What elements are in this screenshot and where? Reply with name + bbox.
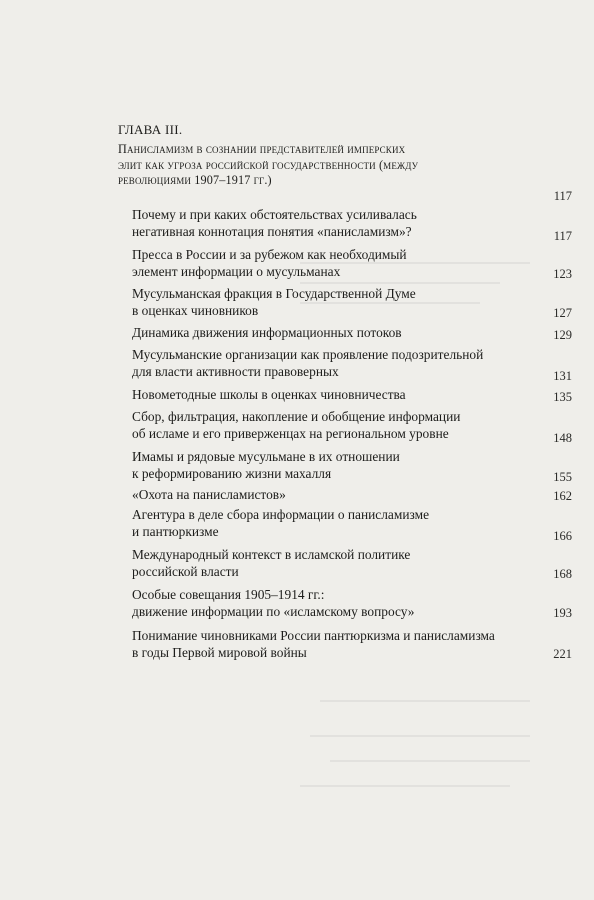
entry-line: Пресса в России и за рубежом как необходимый — [132, 247, 407, 262]
chapter-title-line: элит как угроза российской государственности (между — [118, 157, 419, 172]
entry-line: Сбор, фильтрация, накопление и обобщение информации — [132, 409, 461, 424]
entry-page-number: 162 — [553, 489, 572, 503]
entry-page-number: 155 — [553, 470, 572, 484]
entry-line: Почему и при каких обстоятельствах усиливалась — [132, 207, 417, 222]
toc-entry — [132, 506, 532, 540]
entry-line: об исламе и его приверженцах на региональном уровне — [132, 426, 449, 441]
chapter-label: ГЛАВА III. — [118, 122, 183, 137]
entry-line: российской власти — [132, 564, 239, 579]
toc-entry — [132, 486, 532, 503]
entry-page-number: 123 — [553, 267, 572, 281]
entry-page-number: 131 — [553, 369, 572, 383]
entry-page-number: 135 — [553, 390, 572, 404]
chapter-title-line: Панисламизм в сознании представителей имперских — [118, 142, 406, 156]
toc-entry — [132, 546, 532, 580]
chapter-title — [118, 142, 518, 189]
entry-line: Мусульманские организации как проявление подозрительной — [132, 347, 484, 362]
entry-page-number: 127 — [553, 306, 572, 320]
toc-entry — [132, 448, 532, 482]
toc-entry — [132, 346, 532, 380]
entry-line: «Охота на панисламистов» — [132, 487, 286, 502]
entry-line: в годы Первой мировой войны — [132, 645, 307, 660]
entry-page-number: 117 — [553, 229, 572, 243]
entry-page-number: 221 — [553, 647, 572, 661]
chapter-page-number: 117 — [553, 189, 572, 203]
toc-entry — [132, 285, 532, 319]
entry-line: к реформированию жизни махалля — [132, 466, 332, 481]
entry-line: Понимание чиновниками России пантюркизма и панисламизма — [132, 628, 495, 643]
entry-line: движение информации по «исламскому вопросу» — [132, 604, 415, 619]
toc-entry — [132, 408, 532, 442]
toc-entry — [132, 586, 532, 620]
entry-page-number: 168 — [553, 567, 572, 581]
entry-line: Динамика движения информационных потоков — [132, 325, 402, 340]
entry-line: Международный контекст в исламской политике — [132, 547, 411, 562]
entry-line: Особые совещания 1905–1914 гг.: — [132, 587, 325, 602]
toc-entry — [132, 386, 532, 403]
entry-line: Мусульманская фракция в Государственной Думе — [132, 286, 416, 301]
toc-entry — [132, 324, 532, 341]
entry-page-number: 166 — [553, 529, 572, 543]
entry-line: негативная коннотация понятия «панисламизм»? — [132, 224, 412, 239]
entry-line: в оценках чиновников — [132, 303, 259, 318]
toc-entry — [132, 206, 532, 240]
entry-line: элемент информации о мусульманах — [132, 264, 341, 279]
toc-entry — [132, 627, 532, 661]
entry-line: для власти активности правоверных — [132, 364, 339, 379]
entry-line: и пантюркизме — [132, 524, 219, 539]
chapter-title-line: революциями 1907–1917 гг.) — [118, 173, 272, 187]
entry-line: Имамы и рядовые мусульмане в их отношении — [132, 449, 400, 464]
entry-page-number: 193 — [553, 606, 572, 620]
entry-page-number: 148 — [553, 431, 572, 445]
entry-line: Агентура в деле сбора информации о панисламизме — [132, 507, 430, 522]
entry-line: Новометодные школы в оценках чиновничества — [132, 387, 406, 402]
entry-page-number: 129 — [553, 328, 572, 342]
toc-entry — [132, 246, 532, 280]
